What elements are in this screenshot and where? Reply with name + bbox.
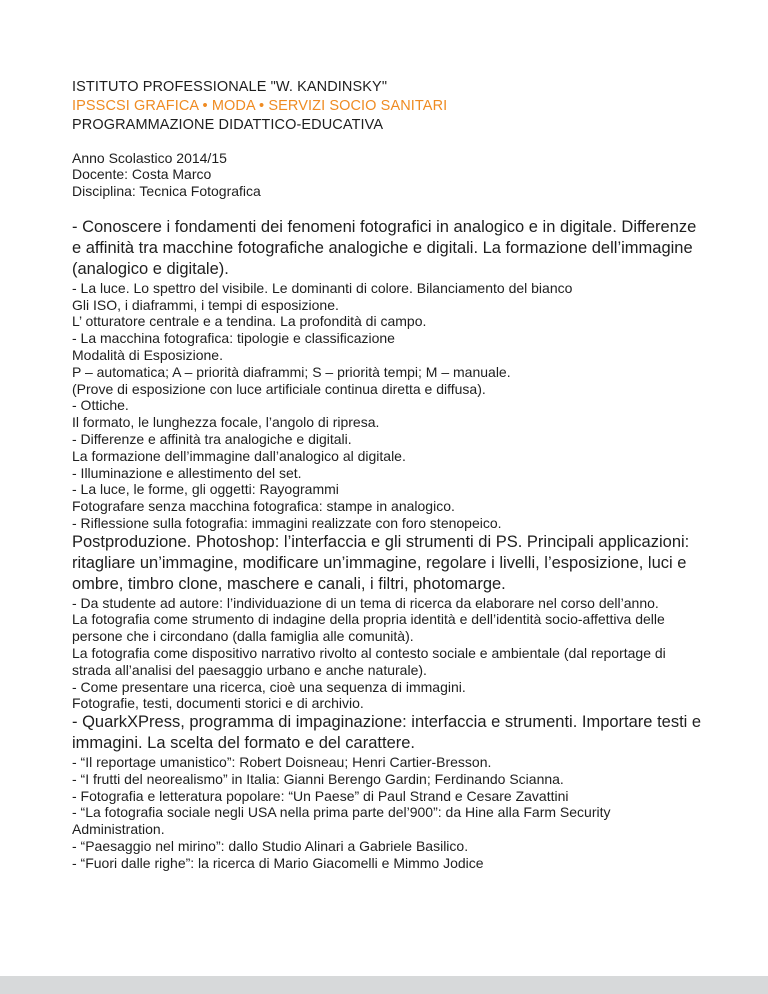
- program-paragraph: - Come presentare una ricerca, cioè una sequenza di immagini.: [72, 678, 466, 695]
- program-paragraph: - La macchina fotografica: tipologie e classificazione: [72, 330, 395, 347]
- program-paragraph: - Illuminazione e allestimento del set.: [72, 464, 302, 481]
- course-info: [72, 150, 702, 200]
- program-paragraph: Fotografie, testi, documenti storici e di archivio.: [72, 695, 364, 712]
- program-paragraph: - Riflessione sulla fotografia: immagini realizzate con foro stenopeico.: [72, 514, 502, 531]
- program-paragraph: - “La fotografia sociale negli USA nella prima parte del’900”: da Hine alla Farm Security Administration.: [72, 804, 611, 838]
- document-title: PROGRAMMAZIONE DIDATTICO-EDUCATIVA: [72, 116, 384, 133]
- teacher-name: Docente: Costa Marco: [72, 166, 212, 183]
- subject-name: Disciplina: Tecnica Fotografica: [72, 183, 261, 200]
- program-paragraph: - “Paesaggio nel mirino”: dallo Studio Alinari a Gabriele Basilico.: [72, 838, 469, 855]
- program-paragraph: - QuarkXPress, programma di impaginazione: interfaccia e strumenti. Importare testi e immagini. La scelta del formato e del carattere.: [72, 713, 702, 753]
- school-subtitle: IPSSCSI GRAFICA • MODA • SERVIZI SOCIO SANITARI: [72, 97, 448, 114]
- program-paragraph: Il formato, le lunghezza focale, l’angolo di ripresa.: [72, 414, 380, 431]
- program-paragraph: Fotografare senza macchina fotografica: stampe in analogico.: [72, 498, 455, 515]
- school-name: ISTITUTO PROFESSIONALE "W. KANDINSKY": [72, 79, 388, 95]
- program-paragraph: - Fotografia e letteratura popolare: “Un Paese” di Paul Strand e Cesare Zavattini: [72, 787, 569, 804]
- program-paragraph: La formazione dell’immagine dall’analogico al digitale.: [72, 447, 406, 464]
- program-paragraph: L’ otturatore centrale e a tendina. La profondità di campo.: [72, 313, 427, 330]
- program-paragraph: - “Fuori dalle righe”: la ricerca di Mario Giacomelli e Mimmo Jodice: [72, 854, 484, 871]
- program-paragraph: P – automatica; A – priorità diaframmi; S – priorità tempi; M – manuale.: [72, 363, 511, 380]
- document-header: [72, 78, 702, 135]
- school-year: Anno Scolastico 2014/15: [72, 149, 227, 166]
- program-paragraph: Modalità di Esposizione.: [72, 346, 223, 363]
- program-paragraph: - La luce, le forme, gli oggetti: Rayogrammi: [72, 481, 339, 498]
- program-paragraph: - “Il reportage umanistico”: Robert Doisneau; Henri Cartier-Bresson.: [72, 754, 492, 771]
- program-paragraph: - Ottiche.: [72, 397, 129, 414]
- page-bottom-edge: [0, 976, 768, 994]
- program-paragraph: La fotografia come dispositivo narrativo rivolto al contesto sociale e ambientale (dal reportage di strada all’analisi del paesaggio urbano e anche naturale).: [72, 644, 666, 678]
- program-paragraph: - “I frutti del neorealismo” in Italia: Gianni Berengo Gardin; Ferdinando Scianna.: [72, 770, 564, 787]
- program-paragraph: Postproduzione. Photoshop: l’interfaccia e gli strumenti di PS. Principali applicazioni: ritagliare un’immagine, modificare un’immagine, regolare i livelli, l’esposizione, luci e ombre, timbro clone, maschere e canali, i filtri, photomarge.: [72, 532, 690, 593]
- program-paragraph: Gli ISO, i diaframmi, i tempi di esposizione.: [72, 296, 339, 313]
- program-paragraph: (Prove di esposizione con luce artificiale continua diretta e diffusa).: [72, 380, 486, 397]
- program-paragraph: La fotografia come strumento di indagine della propria identità e dell’identità socio-affettiva delle persone che i circondano (dalla famiglia alle comunità).: [72, 611, 665, 645]
- program-paragraph: - La luce. Lo spettro del visibile. Le dominanti di colore. Bilanciamento del bianco: [72, 279, 573, 296]
- program-paragraph: - Differenze e affinità tra analogiche e digitali.: [72, 430, 352, 447]
- program-paragraph: - Conoscere i fondamenti dei fenomeni fotografici in analogico e in digitale. Differenze e affinità tra macchine fotografiche analogiche e digitali. La formazione dell’immagine (analogico e digitale).: [72, 217, 697, 278]
- program-content: [72, 217, 702, 872]
- program-paragraph: - Da studente ad autore: l’individuazione di un tema di ricerca da elaborare nel corso dell’anno.: [72, 594, 659, 611]
